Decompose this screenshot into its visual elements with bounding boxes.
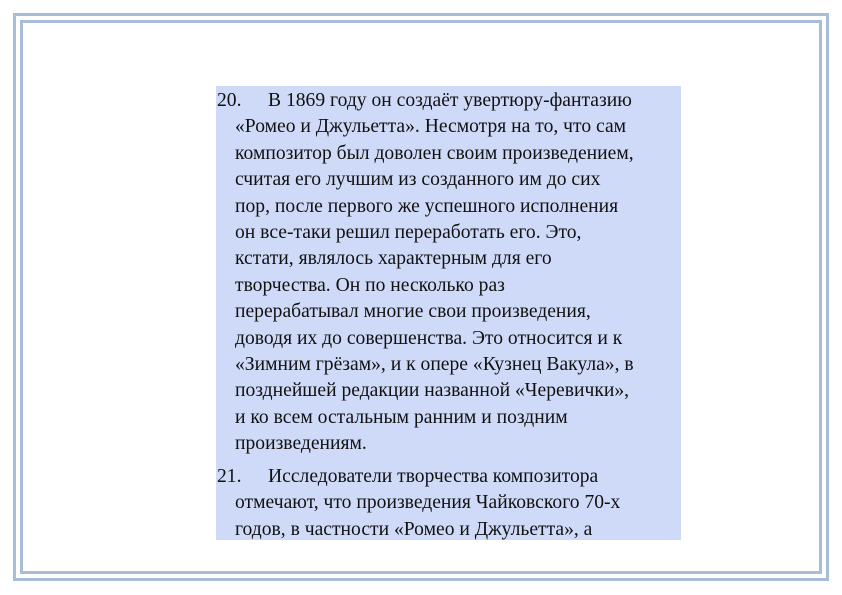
paragraph-line: отмечают, что произведения Чайковского 70-х bbox=[235, 492, 621, 514]
paragraph-line: В 1869 году он создаёт увертюру-фантазию bbox=[268, 90, 632, 111]
paragraph-number: 21. bbox=[217, 465, 242, 487]
paragraph-line: Исследователи творчества композитора bbox=[268, 465, 599, 487]
paragraph-line: пор, после первого же успешного исполнения bbox=[235, 195, 619, 217]
paragraph-line: произведениям. bbox=[235, 433, 367, 455]
paragraph-line: композитор был доволен своим произведением, bbox=[235, 142, 634, 164]
paragraph-line: «Ромео и Джульетта». Несмотря на то, что сам bbox=[235, 116, 627, 138]
paragraph-line: доводя их до совершенства. Это относится и к bbox=[235, 327, 623, 349]
paragraph-line: годов, в частности «Ромео и Джульетта», а bbox=[235, 518, 593, 540]
paragraph-line: считая его лучшим из созданного им до сих bbox=[235, 169, 601, 191]
paragraph-line: перерабатывал многие свои произведения, bbox=[235, 301, 591, 323]
paragraph-number: 20. bbox=[217, 90, 242, 111]
paragraph-line: он все-таки решил переработать его. Это, bbox=[235, 222, 582, 244]
paragraph-line: и ко всем остальным ранним и поздним bbox=[235, 406, 568, 428]
paragraph-21 bbox=[216, 464, 681, 540]
text-box bbox=[216, 86, 681, 540]
paragraph-line: «Зимним грёзам», и к опере «Кузнец Вакула», в bbox=[235, 354, 634, 376]
paragraph-line: кстати, являлось характерным для его bbox=[235, 248, 552, 270]
paragraph-20 bbox=[216, 88, 681, 458]
paragraph-line: позднейшей редакции названной «Черевички», bbox=[235, 380, 630, 402]
paragraph-line: творчества. Он по несколько раз bbox=[235, 274, 505, 296]
